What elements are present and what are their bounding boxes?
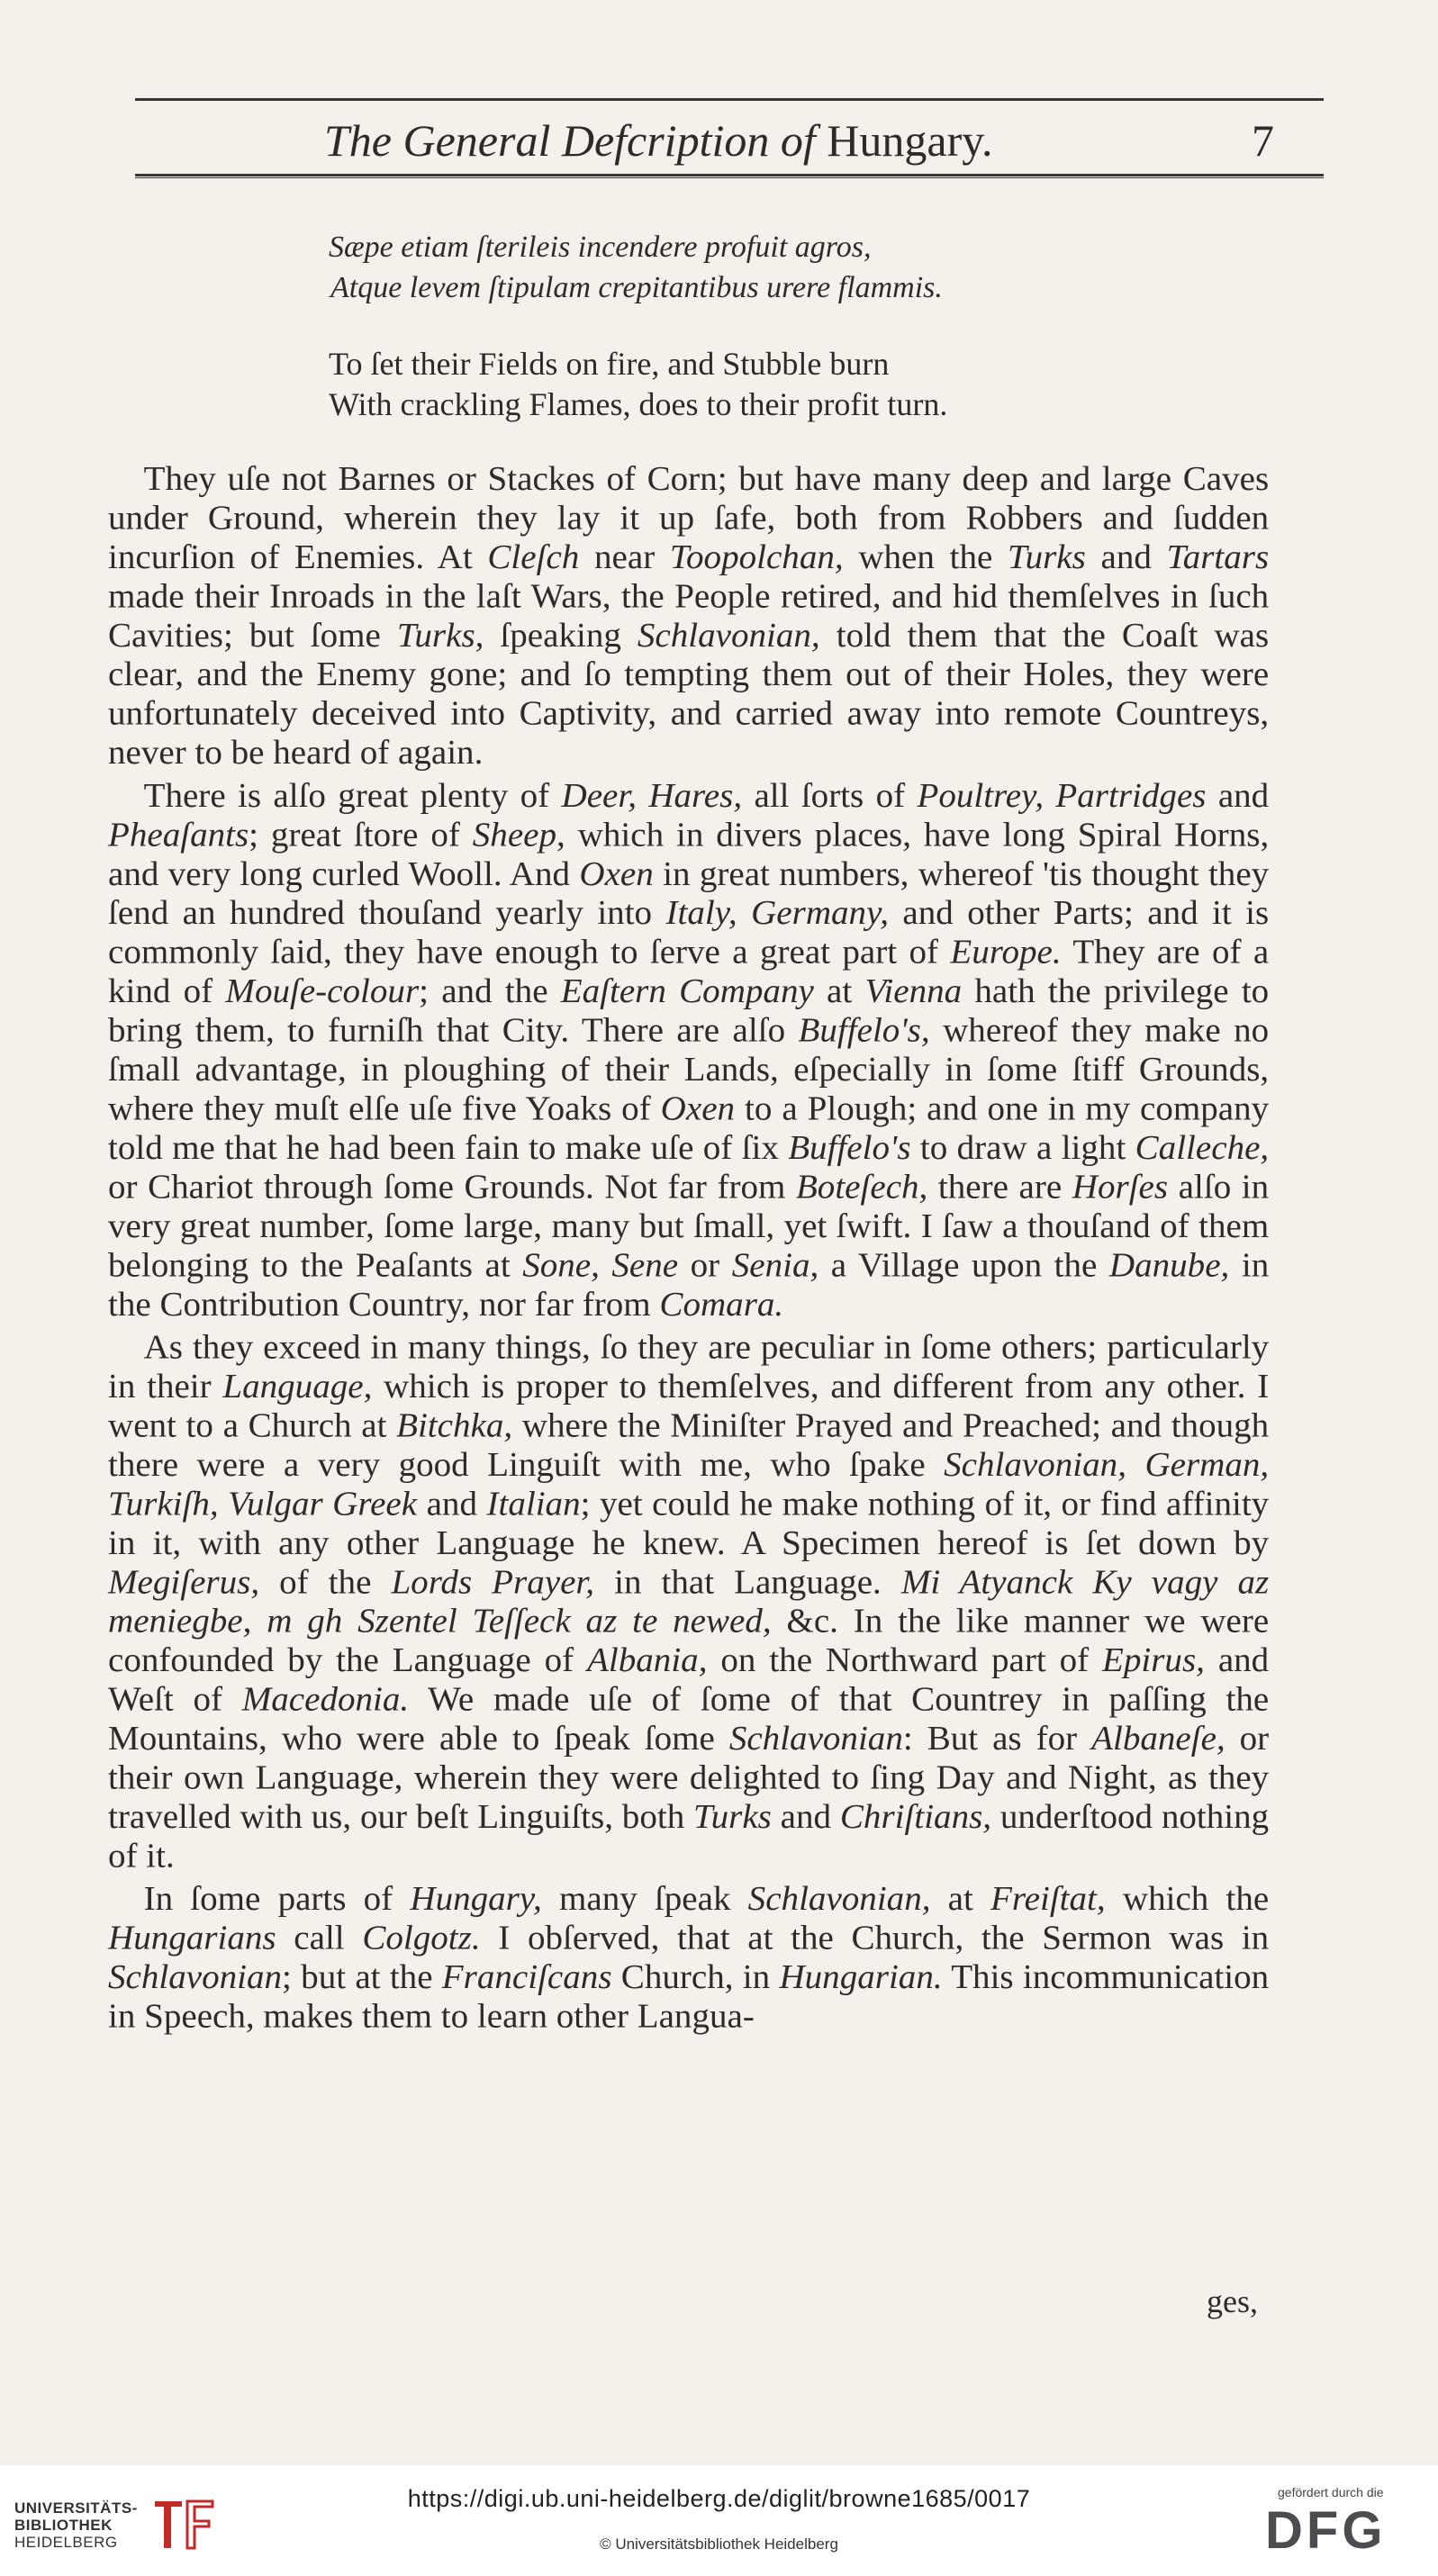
library-name-line-1: UNIVERSITÄTS- xyxy=(14,2499,138,2517)
text-run: to draw a light xyxy=(910,1128,1135,1167)
latin-verse-line-2: Atque levem ſtipulam crepitantibus urere flammis. xyxy=(330,271,943,304)
italic-term: Turks, xyxy=(396,615,484,655)
text-run: underſtood nothing of it. xyxy=(108,1797,1270,1875)
text-run: of the xyxy=(259,1562,392,1601)
italic-term: Hungarians xyxy=(108,1918,276,1957)
text-run: and xyxy=(1206,775,1270,815)
running-head-italic: The General Defcription of xyxy=(324,115,816,166)
text-run: in that Language. xyxy=(594,1562,901,1601)
italic-term: Sone, Sene xyxy=(522,1245,679,1284)
italic-term: Schlavonian xyxy=(108,1957,283,1996)
text-run: There is alſo great plenty of xyxy=(143,775,562,815)
text-run: They are of a kind of xyxy=(108,932,1270,1010)
italic-term: Hungarian. xyxy=(779,1957,943,1996)
text-run: or xyxy=(678,1245,732,1284)
text-run: They uſe not Barnes or Stackes of Corn; but have many deep and large Caves under Ground, wherein they lay it up ſafe, both from Robbers and ſudden incurſion of Enemies. At xyxy=(108,459,1270,576)
italic-term: Albania, xyxy=(587,1641,708,1679)
text-run: many ſpeak xyxy=(541,1879,748,1918)
text-run: or Chariot through ſome Grounds. Not far from xyxy=(108,1167,796,1206)
italic-term: Oxen xyxy=(660,1089,736,1127)
italic-term: Horſes xyxy=(1072,1167,1169,1206)
italic-term: Calleche, xyxy=(1135,1128,1270,1167)
text-run: , which in divers places, have long Spiral Horns, and very long curled Wooll. And xyxy=(108,815,1270,893)
italic-term: Comara. xyxy=(659,1284,784,1324)
text-run: ; great ſtore of xyxy=(249,815,473,854)
paragraph xyxy=(108,776,1269,1324)
text-run: : But as for xyxy=(902,1719,1092,1758)
paragraph xyxy=(108,1879,1269,2036)
text-run: &c. In the like manner we were confounded by the Language of xyxy=(108,1601,1270,1679)
italic-term: Danube, xyxy=(1108,1245,1230,1284)
italic-term: Cleſch xyxy=(487,537,580,576)
text-run: there are xyxy=(927,1167,1072,1206)
running-head xyxy=(324,113,1063,167)
text-run: in the Contribution Country, nor far from xyxy=(108,1245,1270,1324)
text-run: ſpeaking xyxy=(484,615,638,655)
text-run: We made uſe of ſome of that Countrey in paſſing the Mountains, who were able to ſpeak ſome xyxy=(108,1679,1270,1758)
text-run: to a Plough; and one in my company told me that he had been fain to make uſe of ſix xyxy=(108,1089,1270,1167)
catchword: ges, xyxy=(1207,2283,1258,2319)
text-run: or their own Language, wherein they were delighted to ſing Day and Night, as they travelled with us, our beſt Linguiſts, both xyxy=(108,1719,1270,1836)
text-run: Church, in xyxy=(611,1957,780,1996)
text-run: As they exceed in many things, ſo they are peculiar in ſome others; particularly in their xyxy=(108,1327,1270,1406)
paragraph xyxy=(108,459,1269,773)
text-run: alſo in very great number, ſome large, many but ſmall, yet ſwift. I ſaw a thouſand of them belonging to the Peaſants at xyxy=(108,1167,1270,1284)
italic-term: Macedonia. xyxy=(241,1679,410,1719)
italic-term: Schlavonian, xyxy=(747,1879,931,1918)
text-run: all ſorts of xyxy=(742,775,918,815)
italic-term: Buffelo's xyxy=(788,1128,911,1167)
latin-verse xyxy=(329,227,1319,308)
paragraph xyxy=(108,1328,1269,1876)
italic-term: Italian xyxy=(486,1484,581,1523)
header-rule-top xyxy=(135,98,1324,101)
text-run: and Weſt of xyxy=(108,1641,1270,1719)
italic-term: Toopolchan, xyxy=(669,537,844,576)
text-run: and xyxy=(771,1797,840,1836)
italic-term: Chriſtians, xyxy=(839,1797,992,1836)
italic-term: Lords Prayer, xyxy=(391,1562,595,1601)
italic-term: Poultrey, Partridges xyxy=(917,775,1207,815)
italic-term: Freiſtat, xyxy=(990,1879,1106,1918)
latin-verse-line-1: Sæpe etiam ſterileis incendere profuit agros, xyxy=(329,230,872,264)
page-number: 7 xyxy=(1252,115,1274,166)
library-name-line-3: HEIDELBERG xyxy=(14,2534,118,2551)
italic-term: Mi Atyanck Ky vagy az meniegbe, m gh Szentel Teſſeck az te newed, xyxy=(108,1562,1270,1641)
italic-term: Turks xyxy=(693,1797,772,1836)
text-run: on the Northward part of xyxy=(707,1641,1103,1679)
italic-term: Language, xyxy=(222,1367,373,1406)
italic-term: Deer, Hares, xyxy=(561,775,743,815)
funder-note: gefördert durch die xyxy=(1278,2485,1384,2499)
dfg-logo: DFG xyxy=(1265,2501,1387,2560)
text-run: at xyxy=(930,1879,991,1918)
funder-logo[interactable] xyxy=(1265,2485,1423,2559)
italic-term: Senia, xyxy=(731,1245,819,1284)
italic-term: Vienna xyxy=(864,972,963,1010)
italic-term: Schlavonian, German, Turkiſh, Vulgar Greek xyxy=(108,1444,1270,1523)
text-run: near xyxy=(579,537,670,576)
italic-term: Eaſtern Company xyxy=(560,972,814,1010)
italic-term: Bitchka, xyxy=(396,1406,513,1444)
italic-term: Pheaſants xyxy=(108,815,249,854)
italic-term: Turks xyxy=(1008,537,1086,576)
italic-term: Oxen xyxy=(579,854,654,893)
italic-term: Europe. xyxy=(950,932,1062,972)
text-run: hath the privilege to bring them, to furniſh that City. There are alſo xyxy=(108,972,1270,1050)
italic-term: Buffelo's, xyxy=(798,1010,930,1050)
italic-term: Epirus, xyxy=(1102,1641,1205,1679)
italic-term: Hungary, xyxy=(410,1879,542,1918)
text-run: and xyxy=(417,1484,487,1523)
text-run: ; yet could he make nothing of it, or find affinity in it, with any other Language he knew. A Specimen hereof is ſet down by xyxy=(108,1484,1270,1562)
text-run: call xyxy=(276,1918,363,1957)
viewer-footer xyxy=(0,2465,1438,2576)
text-run: which is proper to themſelves, and different from any other. I went to a Church at xyxy=(108,1367,1270,1444)
page-url[interactable]: https://digi.ub.uni-heidelberg.de/diglit/browne1685/0017 xyxy=(407,2485,1031,2512)
english-verse xyxy=(329,344,1319,425)
text-run: ; and the xyxy=(419,972,561,1010)
italic-term: Schlavonian xyxy=(728,1719,903,1758)
text-run: where the Miniſter Prayed and Preached; and though there were a very good Linguiſt with me, who ſpake xyxy=(108,1406,1270,1484)
italic-term: Franciſcans xyxy=(441,1957,612,1996)
running-head-roman: Hungary. xyxy=(827,115,993,166)
italic-term: Mouſe-colour xyxy=(225,972,420,1010)
text-run: and other Parts; and it is commonly ſaid, they have enough to ſerve a great part of xyxy=(108,893,1270,972)
italic-term: Sheep xyxy=(472,815,557,854)
text-run: told them that the Coaſt was clear, and the Enemy gone; and ſo tempting them out of their Holes, they were unfortunately deceived into Captivity, and carried away into remote Countreys, never to be heard of again. xyxy=(108,615,1270,772)
text-run: I obſerved, that at the Church, the Sermon was in xyxy=(480,1918,1270,1957)
italic-term: Colgotz. xyxy=(362,1918,481,1957)
text-run: made their Inroads in the laſt Wars, the People retired, and hid themſelves in ſuch Cavities; but ſome xyxy=(108,576,1270,655)
text-run: which the xyxy=(1105,1879,1270,1918)
text-run: a Village upon the xyxy=(818,1245,1109,1284)
text-run: whereof they make no ſmall advantage, in ploughing of their Lands, eſpecially in ſome ſtiff Grounds, where they muſt elſe uſe five Yoaks of xyxy=(108,1010,1270,1127)
italic-term: Megiſerus, xyxy=(108,1562,260,1601)
body-text xyxy=(108,459,1269,2036)
text-run: and xyxy=(1085,537,1167,576)
italic-term: Schlavonian, xyxy=(637,615,820,655)
english-verse-line-2: With crackling Flames, does to their profit turn. xyxy=(329,386,948,422)
italic-term: Tartars xyxy=(1166,537,1270,576)
text-run: ; but at the xyxy=(282,1957,442,1996)
italic-term: Boteſech, xyxy=(795,1167,928,1206)
text-run: when the xyxy=(843,537,1008,576)
text-run: at xyxy=(813,972,865,1010)
italic-term: Italy, Germany, xyxy=(665,893,890,932)
text-run: This incommunication in Speech, makes them to learn other Langua- xyxy=(108,1957,1270,2036)
english-verse-line-1: To ſet their Fields on fire, and Stubble burn xyxy=(329,346,890,382)
text-run: in great numbers, whereof 'tis thought they ſend an hundred thouſand yearly into xyxy=(108,854,1270,932)
header-rule-bottom xyxy=(135,174,1324,178)
text-run: In ſome parts of xyxy=(143,1879,411,1918)
copyright-notice: © Universitätsbibliothek Heidelberg xyxy=(600,2535,838,2553)
italic-term: Albaneſe, xyxy=(1091,1719,1225,1758)
library-name-line-2: BIBLIOTHEK xyxy=(14,2517,113,2534)
